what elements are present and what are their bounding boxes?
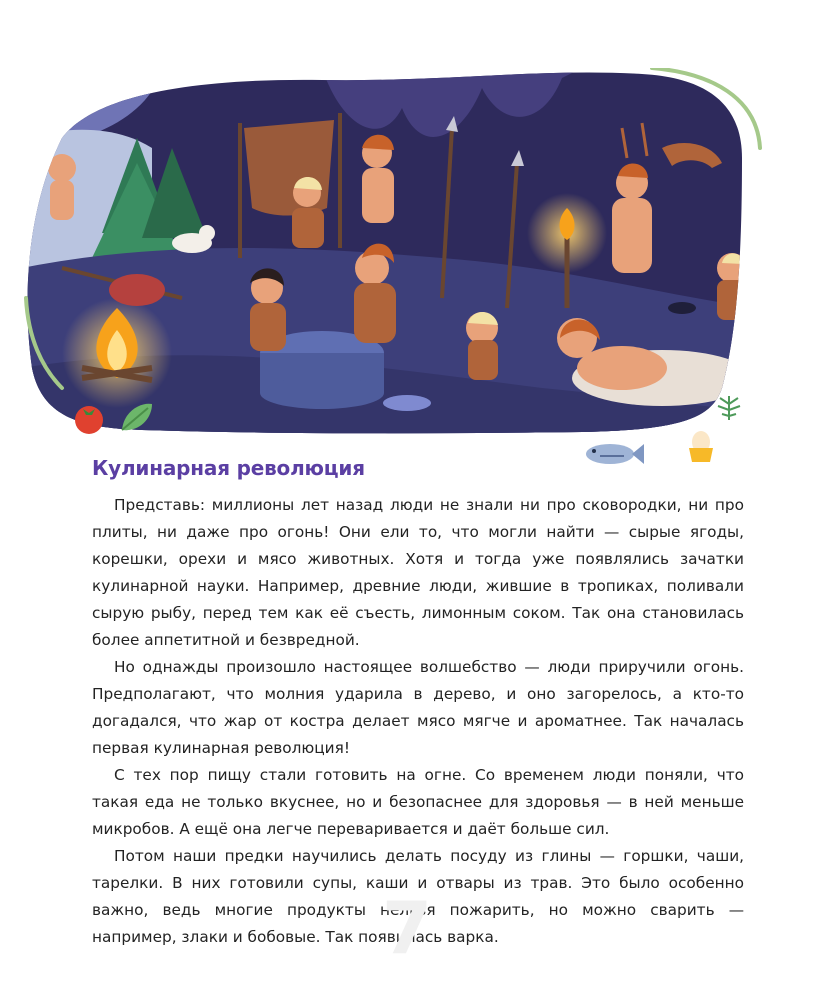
paragraph-1: Представь: миллионы лет назад люди не знали ни про сковородки, ни про плиты, ни даже про огонь! Они ели то, что могли найти — сырые ягоды, корешки, орехи и мясо животных. Хотя и тогда уже появлялись зачатки кулинарной науки. Например, древние люди, жившие в тропиках, поливали сырую рыбу, перед тем как её съесть, лимонным соком. Так она становилась более аппетитной и безвредной. xyxy=(92,496,744,649)
fish-icon xyxy=(580,438,646,470)
dill-icon xyxy=(712,392,746,422)
cave-illustration xyxy=(22,68,762,448)
basil-leaf-icon xyxy=(118,400,156,434)
paragraph-2: Но однажды произошло настоящее волшебство — люди приручили огонь. Предполагают, что молния ударила в дерево, и оно загорелось, а кто-то догадался, что жар от костра делает мясо мягче и ароматнее. Так началась первая кулинарная революция! xyxy=(92,658,744,757)
page-number: 7 xyxy=(381,886,433,970)
section-heading: Кулинарная революция xyxy=(92,456,365,480)
paragraph-4: Потом наши предки научились делать посуду из глины — горшки, чаши, тарелки. В них готовили супы, каши и отвары из трав. Это было особенно важно, ведь многие продукты нельзя пожарить, но можно сварить — например, злаки и бобовые. Так появилась варка. xyxy=(92,847,744,946)
egg-icon xyxy=(686,428,716,464)
tomato-icon xyxy=(72,403,106,435)
article-body xyxy=(92,492,744,951)
paragraph-3: С тех пор пищу стали готовить на огне. Со временем люди поняли, что такая еда не только вкуснее, но и безопаснее для здоровья — в ней меньше микробов. А ещё она легче переваривается и даёт больше сил. xyxy=(92,766,744,838)
